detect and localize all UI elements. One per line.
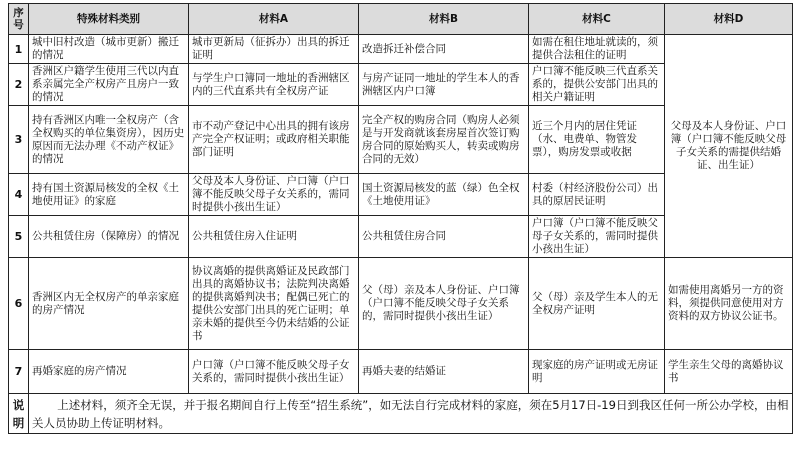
row-material-b: 与房产证同一地址的学生本人的香洲辖区内户口簿 xyxy=(359,64,529,106)
note-row xyxy=(9,394,793,434)
row-category: 再婚家庭的房产情况 xyxy=(29,350,189,394)
header-material-c: 材料C xyxy=(529,4,665,35)
row-material-c: 近三个月内的居住凭证（水、电费单、物管发票），购房发票或收据 xyxy=(529,106,665,174)
special-materials-table xyxy=(8,3,793,434)
row-category: 公共租赁住房（保障房）的情况 xyxy=(29,216,189,258)
row-material-b: 国土资源局核发的蓝（绿）色全权《土地使用证》 xyxy=(359,174,529,216)
row-material-a: 城市更新局（征拆办）出具的拆迁证明 xyxy=(189,35,359,64)
row-material-a: 父母及本人身份证、户口簿（户口簿不能反映父母子女关系的，需同时提供小孩出生证） xyxy=(189,174,359,216)
row-number: 5 xyxy=(9,216,29,258)
header-category: 特殊材料类别 xyxy=(29,4,189,35)
row-number: 7 xyxy=(9,350,29,394)
table-row xyxy=(9,35,793,64)
row-category: 持有国土资源局核发的全权《土地使用证》的家庭 xyxy=(29,174,189,216)
row-material-b: 再婚夫妻的结婚证 xyxy=(359,350,529,394)
table-row xyxy=(9,350,793,394)
row-material-d: 学生亲生父母的离婚协议书 xyxy=(665,350,793,394)
header-seq: 序号 xyxy=(9,4,29,35)
row-number: 1 xyxy=(9,35,29,64)
row-material-a: 公共租赁住房入住证明 xyxy=(189,216,359,258)
row-category: 香洲区户籍学生使用三代以内直系亲属完全产权房产且房户一致的情况 xyxy=(29,64,189,106)
row-material-a: 与学生户口簿同一地址的香洲辖区内的三代直系共有全权房产证 xyxy=(189,64,359,106)
table-header-row xyxy=(9,4,793,35)
row-number: 4 xyxy=(9,174,29,216)
note-text: 上述材料，须齐全无误，并于报名期间自行上传至“招生系统”，如无法自行完成材料的家庭，须在5月17日-19日到我区任何一所公办学校，由相关人员协助上传证明材料。 xyxy=(29,394,793,434)
row-category: 香洲区内无全权房产的单亲家庭的房产情况 xyxy=(29,258,189,350)
row-number: 6 xyxy=(9,258,29,350)
row-material-d: 如需使用离婚另一方的资料，须提供同意使用对方资料的双方协议公证书。 xyxy=(665,258,793,350)
row-category: 城中旧村改造（城市更新）搬迁的情况 xyxy=(29,35,189,64)
row-material-d-merged: 父母及本人身份证、户口簿（户口簿不能反映父母子女关系的需提供结婚证、出生证） xyxy=(665,35,793,258)
header-material-b: 材料B xyxy=(359,4,529,35)
row-material-a: 户口簿（户口簿不能反映父母子女关系的，需同时提供小孩出生证） xyxy=(189,350,359,394)
row-category: 持有香洲区内唯一全权房产（含全权购买的单位集资房），因历史原因而无法办理《不动产权证》的情况 xyxy=(29,106,189,174)
row-material-b: 公共租赁住房合同 xyxy=(359,216,529,258)
table-row xyxy=(9,258,793,350)
row-material-b: 父（母）亲及本人身份证、户口簿（户口簿不能反映父母子女关系的，需同时提供小孩出生证） xyxy=(359,258,529,350)
row-material-c: 村委（村经济股份公司）出具的原居民证明 xyxy=(529,174,665,216)
row-material-c: 户口簿（户口簿不能反映父母子女关系的，需同时提供小孩出生证） xyxy=(529,216,665,258)
row-material-a: 市不动产登记中心出具的拥有该房产完全产权证明；或政府相关职能部门证明 xyxy=(189,106,359,174)
header-material-a: 材料A xyxy=(189,4,359,35)
row-material-c: 户口簿不能反映三代直系关系的，提供公安部门出具的相关户籍证明 xyxy=(529,64,665,106)
header-material-d: 材料D xyxy=(665,4,793,35)
row-material-c: 现家庭的房产证明或无房证明 xyxy=(529,350,665,394)
row-number: 3 xyxy=(9,106,29,174)
row-material-b: 完全产权的购房合同（购房人必须是与开发商就该套房屋首次签订购房合同的原始购买人，转卖或购房合同的无效） xyxy=(359,106,529,174)
row-material-c: 如需在租住地址就读的，须提供合法租住的证明 xyxy=(529,35,665,64)
row-material-b: 改造拆迁补偿合同 xyxy=(359,35,529,64)
row-number: 2 xyxy=(9,64,29,106)
row-material-a: 协议离婚的提供离婚证及民政部门出具的离婚协议书；法院判决离婚的提供离婚判决书；配偶已死亡的提供公安部门出具的死亡证明；单亲未婚的提供至今仍未结婚的公证书 xyxy=(189,258,359,350)
note-label: 说明 xyxy=(9,394,29,434)
row-material-c: 父（母）亲及学生本人的无全权房产证明 xyxy=(529,258,665,350)
materials-table-container xyxy=(8,3,792,434)
